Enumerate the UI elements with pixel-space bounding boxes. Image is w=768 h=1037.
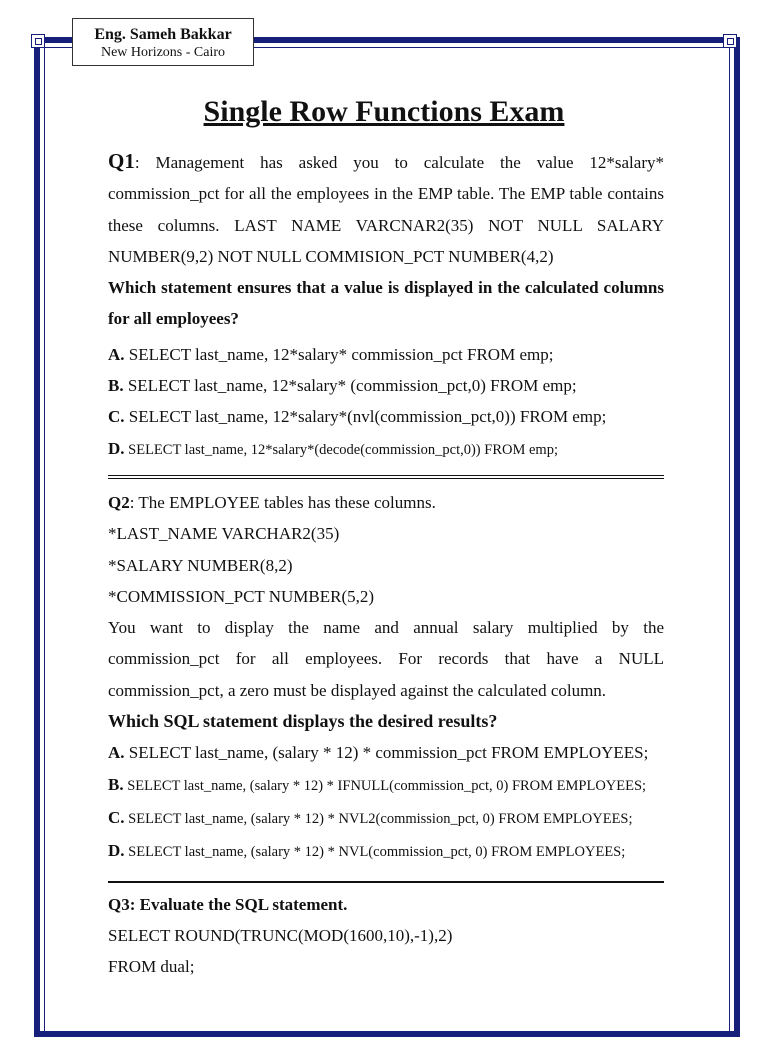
corner-ornament-left: [31, 34, 45, 48]
q2-option-a: A. SELECT last_name, (salary * 12) * commission_pct FROM EMPLOYEES;: [108, 743, 649, 763]
section-divider-single: [108, 881, 664, 883]
q3-sql-line-2: FROM dual;: [108, 957, 195, 977]
q2-question: Which SQL statement displays the desired results?: [108, 711, 498, 732]
q1-label: Q1: [108, 149, 135, 173]
q2-description: You want to display the name and annual salary multiplied by the commission_pct for all employees. For records that have a NULL commission_pct, a zero must be displayed against the calculated column.: [108, 618, 664, 700]
question-3: [108, 889, 664, 983]
exam-content: [108, 146, 664, 982]
corner-ornament-right: [723, 34, 737, 48]
q2-column-2: *SALARY NUMBER(8,2): [108, 555, 293, 575]
author-box: [72, 18, 254, 66]
q2-option-b: B. SELECT last_name, (salary * 12) * IFNULL(commission_pct, 0) FROM EMPLOYEES;: [108, 774, 647, 794]
page-title: Single Row Functions Exam: [203, 95, 565, 128]
author-name: Eng. Sameh Bakkar: [94, 26, 232, 43]
q1-intro-text: : Management has asked you to calculate the value 12*salary* commission_pct for all the employees in the EMP table. The EMP table contains these columns. LAST NAME VARCNAR2(35) NOT NULL SALARY NUMBER(9,2) NOT NULL COMMISION_PCT NUMBER(4,2): [108, 153, 664, 266]
question-2: [108, 487, 664, 869]
section-divider-double: [108, 475, 664, 479]
q3-sql-line-1: SELECT ROUND(TRUNC(MOD(1600,10),-1),2): [108, 925, 453, 945]
q1-option-b: B. SELECT last_name, 12*salary* (commission_pct,0) FROM emp;: [108, 376, 577, 396]
q2-label: Q2: [108, 492, 130, 512]
question-1: [108, 146, 664, 466]
q1-question: Which statement ensures that a value is displayed in the calculated columns for all employees?: [108, 278, 664, 329]
q2-option-d: D. SELECT last_name, (salary * 12) * NVL(commission_pct, 0) FROM EMPLOYEES;: [108, 841, 626, 861]
q2-column-1: *LAST_NAME VARCHAR2(35): [108, 524, 340, 544]
q2-option-c: C. SELECT last_name, (salary * 12) * NVL2(commission_pct, 0) FROM EMPLOYEES;: [108, 807, 633, 827]
q2-intro-text: : The EMPLOYEE tables has these columns.: [129, 492, 436, 512]
q1-option-d: D. SELECT last_name, 12*salary*(decode(commission_pct,0)) FROM emp;: [108, 438, 558, 458]
q2-column-3: *COMMISSION_PCT NUMBER(5,2): [108, 586, 375, 606]
q1-intro: [108, 146, 664, 272]
q1-option-c: C. SELECT last_name, 12*salary*(nvl(commission_pct,0)) FROM emp;: [108, 407, 607, 427]
q1-option-a: A. SELECT last_name, 12*salary* commission_pct FROM emp;: [108, 344, 554, 364]
author-organization: New Horizons - Cairo: [100, 45, 226, 60]
q2-intro: [108, 487, 664, 518]
q3-heading: Q3: Evaluate the SQL statement.: [108, 894, 348, 914]
